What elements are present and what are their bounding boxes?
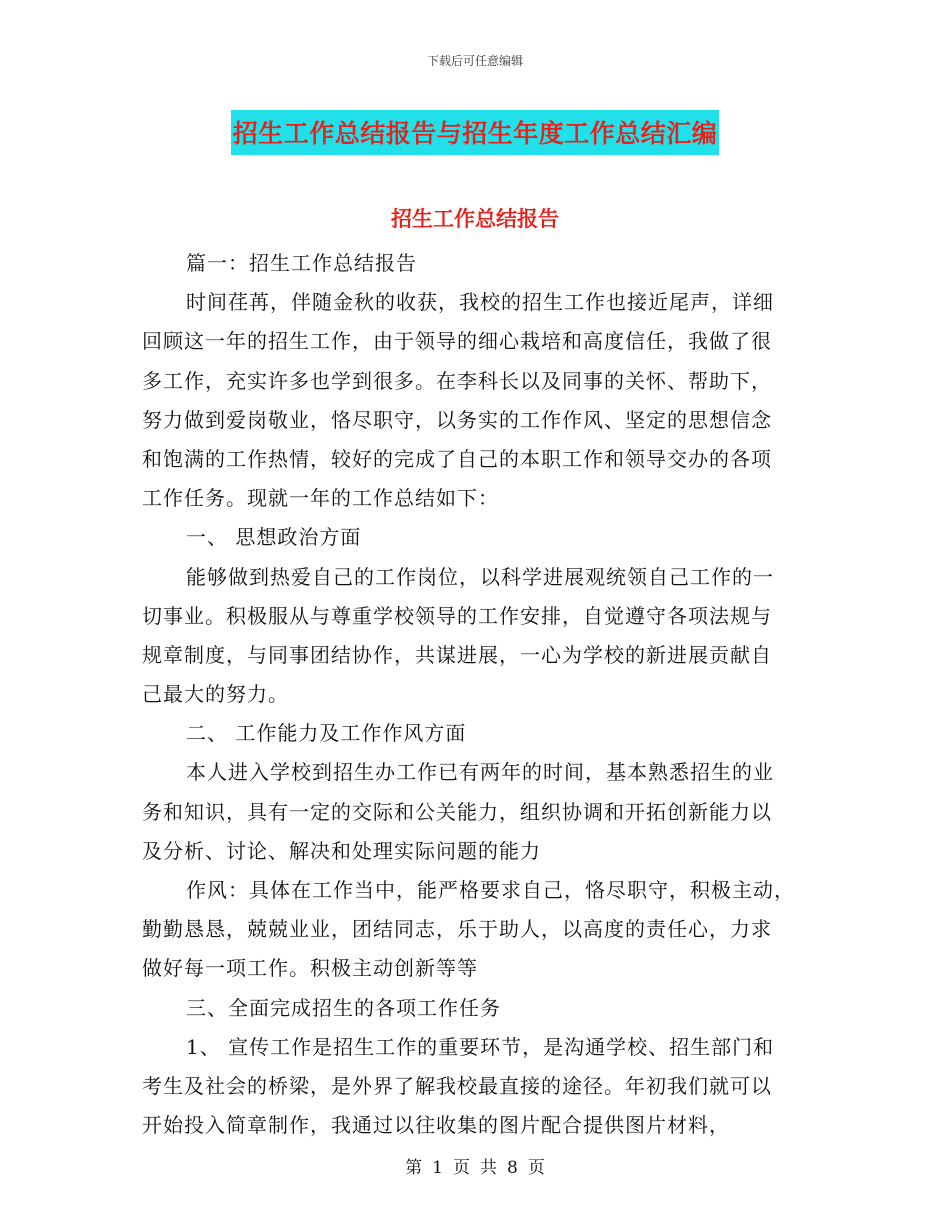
paragraph-line: 做好每一项工作。积极主动创新等等	[142, 956, 478, 981]
paragraph-line: 能够做到热爱自己的工作岗位，以科学进展观统领自己工作的一	[186, 564, 774, 589]
paragraph-line: 开始投入简章制作，我通过以往收集的图片配合提供图片材料，	[142, 1113, 730, 1138]
page-footer	[0, 1153, 950, 1178]
paragraph-line: 作风：具体在工作当中，能严格要求自己，恪尽职守，积极主动，	[186, 878, 795, 902]
total-unit: 页	[527, 1158, 545, 1178]
paragraph-line: 一、 思想政治方面	[186, 525, 362, 550]
paragraph-line: 努力做到爱岗敬业，恪尽职守，以务实的工作作风、坚定的思想信念	[142, 407, 772, 432]
paragraph-line: 及分析、讨论、解决和处理实际问题的能力	[142, 838, 541, 863]
total-pages: 8	[507, 1158, 518, 1178]
paragraph-line: 1、 宣传工作是招生工作的重要环节，是沟通学校、招生部门和	[186, 1034, 775, 1059]
header-note: 下载后可任意编辑	[426, 54, 523, 68]
paragraph-line: 务和知识，具有一定的交际和公关能力，组织协调和开拓创新能力以	[142, 799, 772, 824]
page-label: 第	[405, 1158, 423, 1178]
paragraph-line: 工作任务。现就一年的工作总结如下：	[142, 486, 499, 511]
paragraph-line: 回顾这一年的招生工作，由于领导的细心栽培和高度信任，我做了很	[142, 329, 772, 354]
total-label: 共	[480, 1158, 497, 1178]
paragraph-line: 勤勤恳恳，兢兢业业，团结同志，乐于助人，以高度的责任心，力求	[142, 917, 772, 942]
paragraph-line: 本人进入学校到招生办工作已有两年的时间，基本熟悉招生的业	[186, 760, 774, 785]
paragraph-line: 己最大的努力。	[142, 682, 289, 707]
paragraph-line: 考生及社会的桥梁，是外界了解我校最直接的途径。年初我们就可以	[142, 1073, 772, 1098]
page-unit: 页	[453, 1158, 470, 1178]
paragraph-line: 切事业。积极服从与尊重学校领导的工作安排，自觉遵守各项法规与	[142, 603, 772, 628]
document-body	[142, 244, 797, 1145]
paragraph-line: 规章制度，与同事团结协作，共谋进展，一心为学校的新进展贡献自	[142, 642, 772, 667]
paragraph-line: 二、 工作能力及工作作风方面	[186, 721, 467, 746]
paragraph-line: 和饱满的工作热情，较好的完成了自己的本职工作和领导交办的各项	[142, 446, 772, 471]
paragraph-line: 时间荏苒，伴随金秋的收获，我校的招生工作也接近尾声，详细	[186, 290, 774, 315]
section-title: 招生工作总结报告	[391, 206, 559, 231]
document-title-text: 招生工作总结报告与招生年度工作总结汇编	[231, 110, 720, 155]
page-number: 1	[432, 1158, 443, 1178]
paragraph-line: 多工作，充实许多也学到很多。在李科长以及同事的关怀、帮助下，	[142, 368, 772, 393]
paragraph-line: 三、全面完成招生的各项工作任务	[186, 995, 501, 1020]
document-title	[0, 110, 950, 155]
paragraph-line: 篇一：招生工作总结报告	[186, 251, 417, 275]
